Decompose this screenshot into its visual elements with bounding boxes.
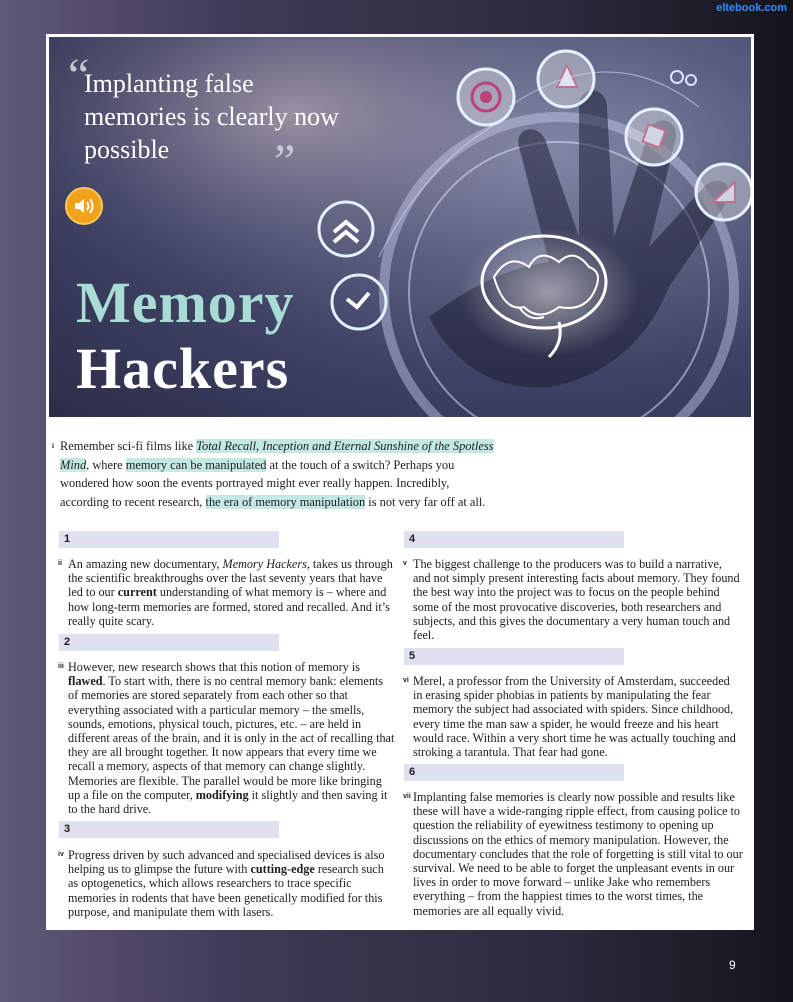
paragraph-iii: iii However, new research shows that this notion of memory is flawed. To start with, there is no central memory bank: elements of memories are stored separately from each other so that everything associated with a particular memory – the smells, sounds, emotions, physical touch, pictures, etc. – are held in different areas of the brain, and it is only in the act of recalling that they are all brought together. It now appears that every time we recall a memory, aspects of that memory can change slightly. Memories are flexible. The parallel would be more like bringing up a file on the computer, modifying it slightly and then saving it to the hard drive. [58, 660, 395, 817]
section-header-3: 3 [59, 821, 279, 838]
paragraph-iv: iv Progress driven by such advanced and specialised devices is also helping us to glimpse the future with cutting-edge research such as optogenetics, which allows researchers to trace specific memories in rodents that have been genetically modified for this purpose, and manipulate them with lasers. [58, 848, 385, 919]
paragraph-vii: vii Implanting false memories is clearly now possible and results like these will have a wide-ranging ripple effect, from causing police to question the reliability of eyewitness testimony to opening up discussions on the ethics of memory manipulation. However, the documentary concludes that the role of forgetting is still vital to our survival. We need to be able to forget the unpleasant events in our lives in order to move forward – unlike Jake who remembers everything – from the happiest times to the worst times, the memories are all equally vivid. [403, 790, 743, 918]
section-header-1: 1 [59, 531, 279, 548]
highlight: memory can be manipulated [125, 457, 267, 472]
section-header-5: 5 [404, 648, 624, 665]
speaker-icon [73, 197, 95, 215]
pull-quote-text: Implanting false memories is clearly now possible [84, 69, 339, 164]
section-header-6: 6 [404, 764, 624, 781]
audio-play-button[interactable] [65, 187, 103, 225]
pull-quote [68, 49, 344, 188]
paragraph-vi: vi Merel, a professor from the University of Amsterdam, succeeded in erasing spider phobias in patients by manipulating the fear memory the subject had associated with spiders. Since childhood, every time the man saw a spider, he would freeze and his heart would race. Within a very short time he was actually touching and stroking a tarantula. That fear had gone. [403, 674, 736, 760]
section-header-4: 4 [404, 531, 624, 548]
highlight: the era of memory manipulation [205, 494, 366, 509]
watermark: eltebook.com [716, 2, 787, 14]
page-number: 9 [729, 958, 736, 972]
close-quote-icon: ” [274, 135, 296, 188]
paragraph-ii: ii An amazing new documentary, Memory Hackers, takes us through the scientific breakthroughs over the last seventy years that have led to our current understanding of what memory is – where and how long-term memories are formed, stored and recalled. And it’s really quite scary. [58, 557, 393, 628]
highlight: Total Recall, Inception and Eternal Sunshine of the Spotless Mind [60, 439, 494, 472]
title-hackers: Hackers [76, 336, 290, 401]
title-memory: Memory [76, 270, 295, 335]
hero-banner [49, 37, 751, 417]
intro-paragraph: i Remember sci-fi films like Total Recall, Inception and Eternal Sunshine of the Spotless Mind, where memory can be manipulated at the touch of a switch? Perhaps you wondered how soon the events portrayed might ever really happen. Incredibly, according to recent research, the era of memory manipulation is not very far off at all. [52, 439, 494, 509]
open-quote-icon: “ [68, 49, 90, 102]
section-header-2: 2 [59, 634, 279, 651]
paragraph-v: v The biggest challenge to the producers was to build a narrative, and not simply present interesting facts about memory. They found the best way into the project was to focus on the people behind some of the most provocative discoveries, both researchers and subjects, and this gives the documentary a very human touch and feel. [403, 557, 740, 643]
paragraph-number: i [52, 442, 54, 450]
